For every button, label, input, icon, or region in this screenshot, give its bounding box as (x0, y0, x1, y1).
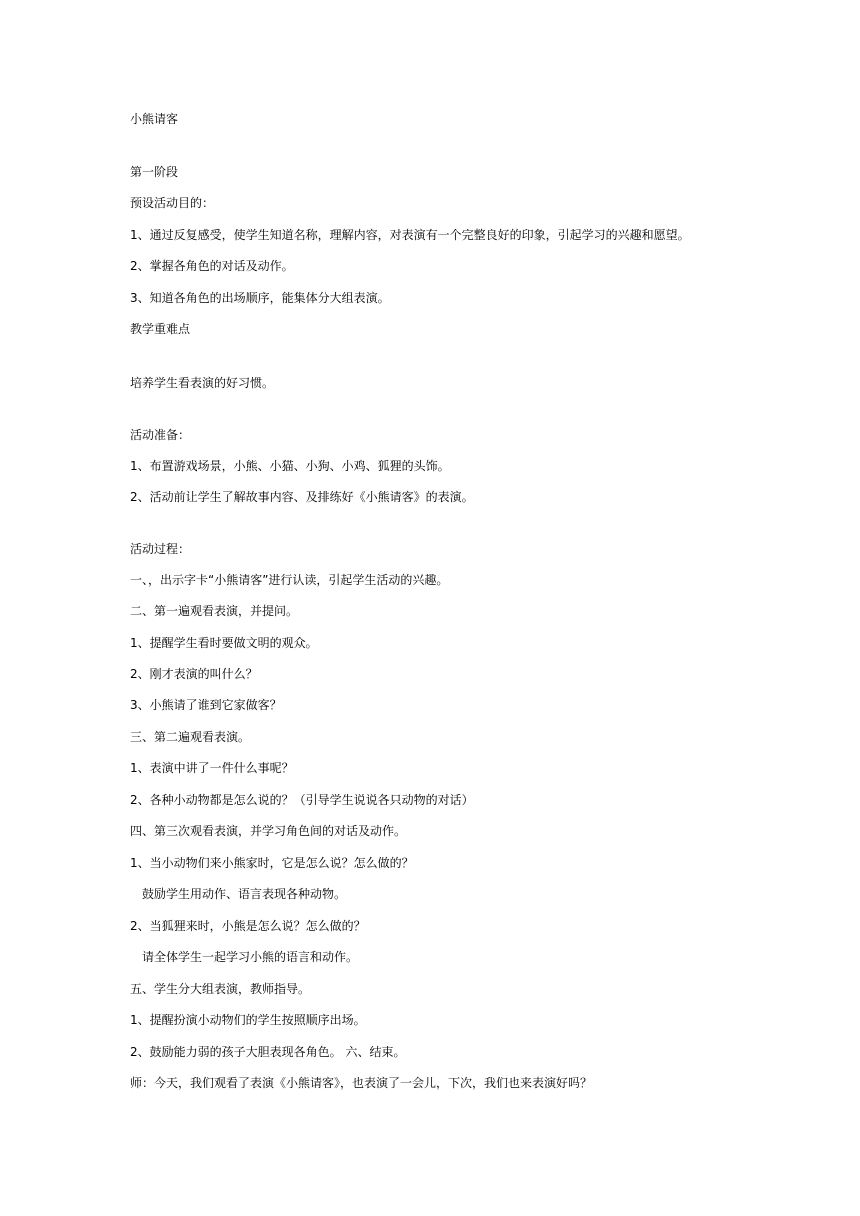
list-item: 1、提醒学生看时要做文明的观众。 (130, 636, 318, 650)
objective-item-1: 1、通过反复感受，使学生知道名称，理解内容，对表演有一个完整良好的印象，引起学习的兴趣和愿望。 (130, 228, 690, 242)
preparation-item-1: 1、布置游戏场景，小熊、小猫、小狗、小鸡、狐狸的头饰。 (130, 459, 450, 473)
key-points-text: 培养学生看表演的好习惯。 (130, 376, 275, 390)
process-step-1: 一、，出示字卡“小熊请客”进行认读，引起学生活动的兴趣。 (130, 573, 449, 587)
list-item: 1、当小动物们来小熊家时，它是怎么说？怎么做的？ (130, 856, 414, 870)
preparation-item-2: 2、活动前让学生了解故事内容、及排练好《小熊请客》的表演。 (130, 490, 474, 504)
process-heading: 活动过程： (130, 542, 191, 556)
section-heading-stage-one: 第一阶段 (130, 165, 179, 179)
list-item: 2、各种小动物都是怎么说的？（引导学生说说各只动物的对话） (130, 793, 474, 807)
list-item: 2、鼓励能力弱的孩子大胆表现各角色。 六、结束。 (130, 1045, 406, 1059)
objectives-heading: 预设活动目的： (130, 196, 215, 210)
objective-item-3: 3、知道各角色的出场顺序，能集体分大组表演。 (130, 291, 390, 305)
process-step-5: 五、学生分大组表演，教师指导。 (130, 982, 311, 996)
process-step-4: 四、第三次观看表演，并学习角色间的对话及动作。 (130, 824, 407, 838)
list-item: 1、提醒扮演小动物们的学生按照顺序出场。 (130, 1013, 366, 1027)
objective-item-2: 2、掌握各角色的对话及动作。 (130, 259, 294, 273)
indented-note: 鼓励学生用动作、语言表现各种动物。 (142, 887, 347, 901)
process-step-2: 二、第一遍观看表演，并提问。 (130, 604, 299, 618)
list-item: 2、当狐狸来时，小熊是怎么说？怎么做的？ (130, 919, 366, 933)
indented-note: 请全体学生一起学习小熊的语言和动作。 (142, 950, 359, 964)
process-step-3: 三、第二遍观看表演。 (130, 730, 251, 744)
preparation-heading: 活动准备： (130, 428, 191, 442)
list-item: 2、刚才表演的叫什么？ (130, 667, 258, 681)
closing-remark: 师：今天，我们观看了表演《小熊请客》，也表演了一会儿，下次，我们也来表演好吗？ (130, 1076, 593, 1090)
key-points-heading: 教学重难点 (130, 322, 191, 336)
list-item: 3、小熊请了谁到它家做客？ (130, 698, 282, 712)
list-item: 1、表演中讲了一件什么事呢？ (130, 761, 294, 775)
document-title: 小熊请客 (130, 112, 179, 126)
